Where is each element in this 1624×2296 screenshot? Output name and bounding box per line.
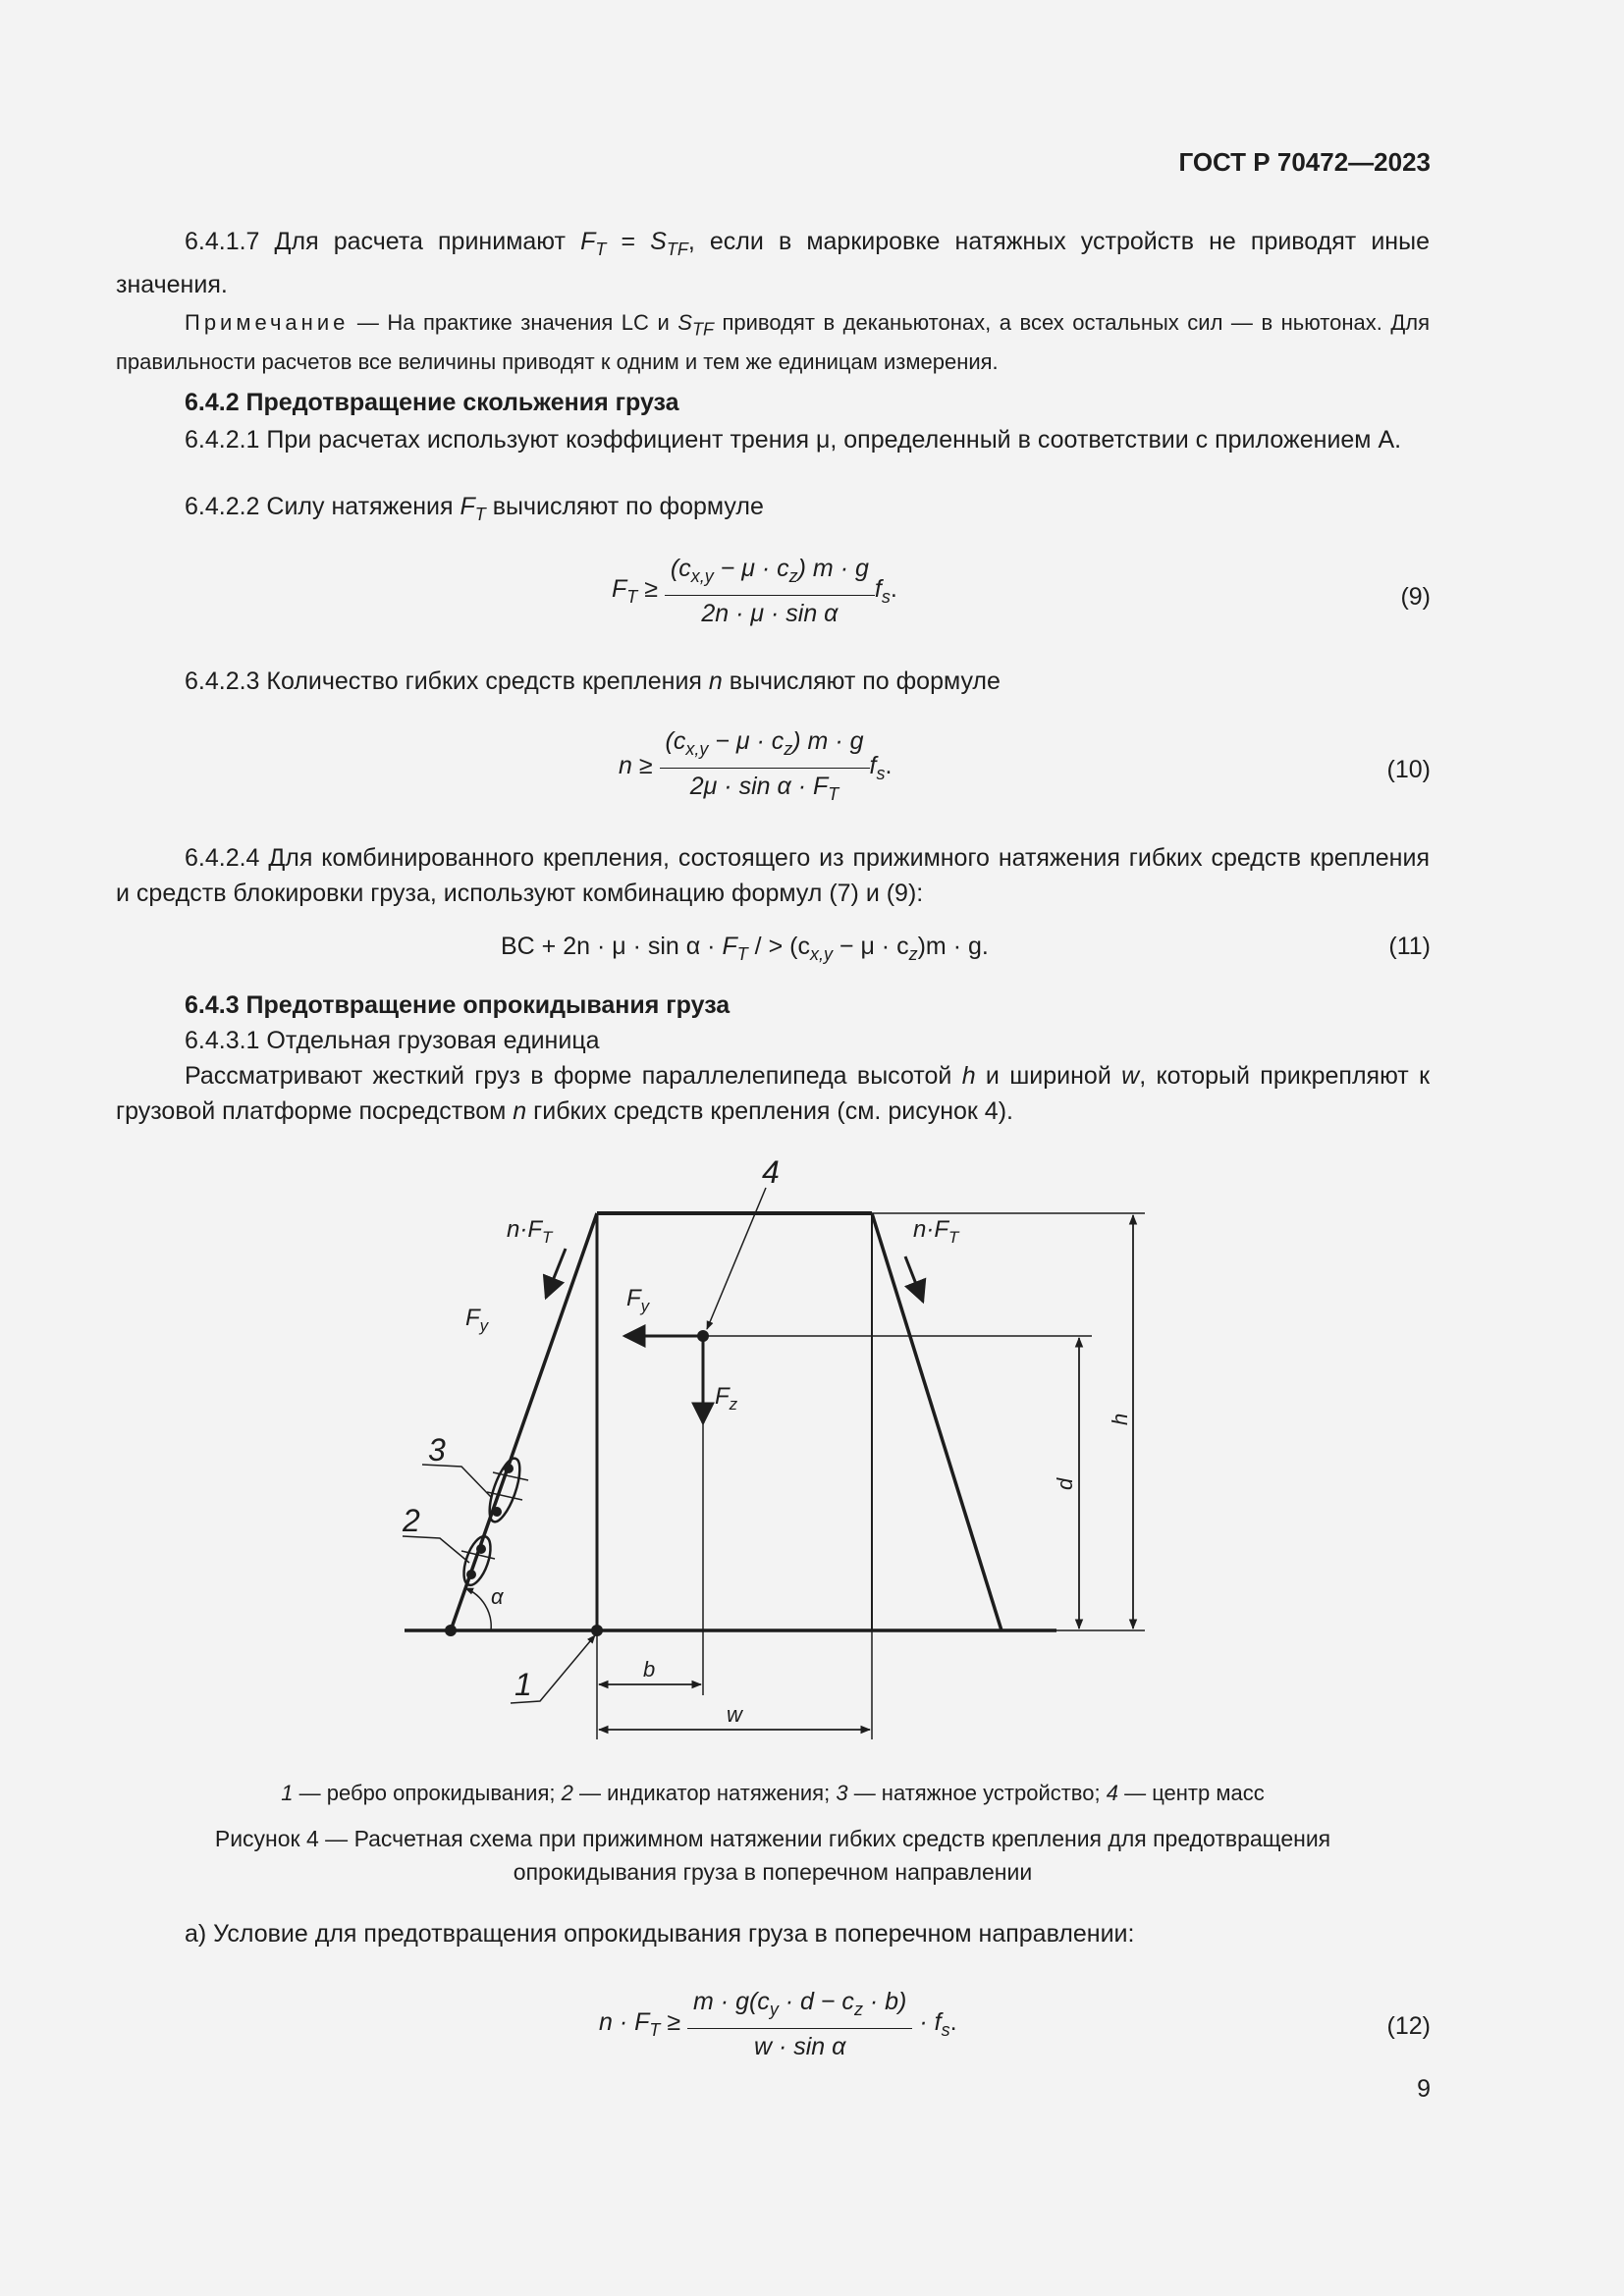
document-code: ГОСТ Р 70472—2023 — [1178, 147, 1431, 177]
label-3: 3 — [428, 1432, 446, 1468]
lashing-right — [872, 1213, 1001, 1630]
paragraph-6-4-2-4: 6.4.2.4 Для комбинированного крепления, состоящего из прижимного натяжения гибких средств крепления и средств блокировки груза, используют комбинацию формул (7) и (9): — [116, 844, 1430, 907]
tension-indicator — [459, 1533, 496, 1588]
label-1: 1 — [514, 1667, 532, 1702]
paragraph-6-4-1-7: 6.4.1.7 Для расчета принимают $F_T = S_{TF}$, если в маркировке натяжных устройств не приводят иные значения. — [116, 228, 1430, 298]
angle-alpha-arc — [465, 1588, 491, 1630]
paragraph-6-4-2-2: 6.4.2.2 Силу натяжения $F_T$ вычисляют по формуле — [185, 493, 764, 524]
formula-10: n ≥ $\frac{(c_{x,y} - \mu \cdot c_z) m \cdot g}{2\mu \cdot \sin \alpha \cdot F_T}$ $f_s$. — [619, 722, 892, 812]
label-alpha: α — [491, 1584, 504, 1609]
label-2: 2 — [403, 1503, 420, 1538]
center-of-mass-point — [697, 1330, 709, 1342]
force-nft-left-arrow — [546, 1249, 566, 1298]
formula-number-11: (11) — [1388, 933, 1431, 960]
figure-caption: Рисунок 4 — Расчетная схема при прижимном натяжении гибких средств крепления для предотвращения опрокидывания груза в поперечном направлении — [214, 1826, 1331, 1885]
label-d: d — [1053, 1477, 1077, 1490]
formula-12: $n \cdot F_T$ ≥ $\frac{m \cdot g(c_y \cdot d - c_z \cdot b)}{\text{w · sin α}}$ · $f_s$. — [599, 1983, 957, 2064]
label-fy-right: $F_y$ — [626, 1285, 650, 1315]
paragraph-rigid-load: Рассматривают жесткий груз в форме параллелепипеда высотой h и шириной w, который прикрепляют к грузовой платформе посредством n гибких средств крепления (см. рисунок 4). — [116, 1062, 1431, 1125]
note-label: Примечание — [185, 310, 350, 335]
section-heading-6-4-2: 6.4.2 Предотвращение скольжения груза — [185, 389, 679, 416]
label-b: b — [643, 1657, 656, 1682]
note-paragraph: Примечание — На практике значения LC и $S_{TF}$ приводят в деканьютонах, а всех остальных сил — в ньютонах. Для правильности расчетов все величины приводят к одним и тем же единицам измерения. — [116, 310, 1431, 375]
page-number: 9 — [1417, 2075, 1431, 2103]
label-4: 4 — [762, 1154, 780, 1190]
label-w: w — [727, 1702, 742, 1727]
force-nft-right-arrow — [905, 1256, 923, 1302]
figure-legend: 1 — ребро опрокидывания; 2 — индикатор натяжения; 3 — натяжное устройство; 4 — центр масс — [281, 1781, 1265, 1805]
formula-number-12: (12) — [1386, 2012, 1431, 2040]
paragraph-6-4-2-3: 6.4.2.3 Количество гибких средств крепления n вычисляют по формуле — [185, 667, 1001, 695]
lashing-left — [451, 1213, 597, 1630]
label-h: h — [1108, 1413, 1132, 1425]
label-fz: $F_z$ — [715, 1383, 738, 1414]
formula-number-10: (10) — [1386, 756, 1431, 783]
label-n-ft-left: $n\cdot F_T$ — [507, 1216, 553, 1247]
leader-3 — [422, 1465, 491, 1497]
formula-number-9: (9) — [1400, 583, 1431, 611]
section-heading-6-4-3: 6.4.3 Предотвращение опрокидывания груза — [185, 991, 731, 1019]
label-n-ft-right: $n\cdot F_T$ — [913, 1216, 959, 1247]
leader-4 — [707, 1188, 766, 1329]
formula-9: $F_T$ ≥ $\frac{(c_{x,y} - \mu \cdot c_z) m \cdot g}{\text{2n · μ · sin α}}$ $f_s$. — [612, 550, 897, 631]
leader-2 — [403, 1536, 469, 1563]
label-fy-left: $F_y$ — [465, 1305, 489, 1335]
tipping-edge-point — [591, 1625, 603, 1636]
paragraph-6-4-3-1: 6.4.3.1 Отдельная грузовая единица — [185, 1027, 600, 1054]
paragraph-condition-a: а) Условие для предотвращения опрокидывания груза в поперечном направлении: — [185, 1920, 1135, 1948]
lashing-anchor-point — [445, 1625, 457, 1636]
tensioner-device — [483, 1455, 525, 1524]
paragraph-6-4-2-1: 6.4.2.1 При расчетах используют коэффициент трения μ, определенный в соответствии с приложением А. — [185, 426, 1402, 454]
formula-11: BC + $2n \cdot \mu \cdot \sin \alpha \cdot F_T$ / > $(c_{x,y} - \mu \cdot c_z)m \cdot g$. — [501, 933, 989, 964]
